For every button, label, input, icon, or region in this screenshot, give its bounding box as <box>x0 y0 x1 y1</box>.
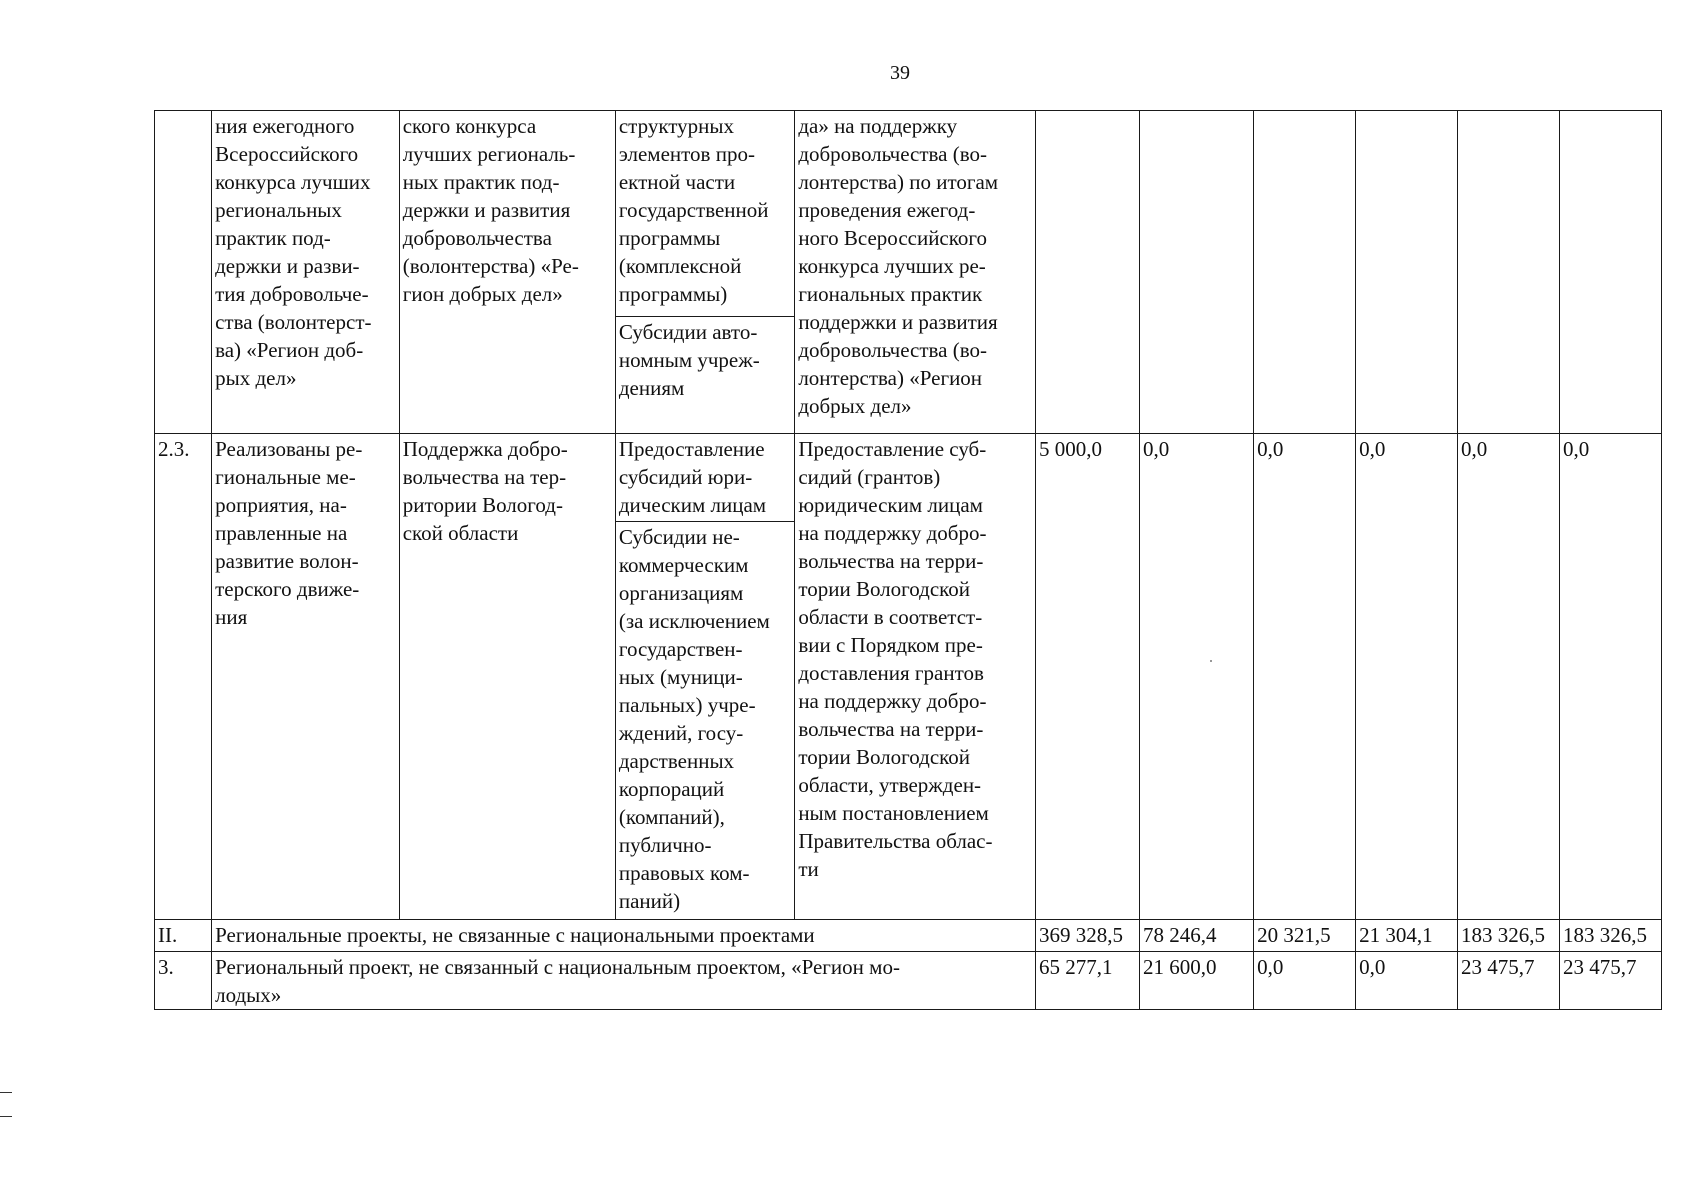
cell-value: 0,0 <box>1254 952 1356 1010</box>
cell-type-upper: Предоставление субсидий юри- дическим лицам <box>618 437 767 517</box>
cell-result-name: ния ежегодного Всероссийского конкурса лучших региональных практик под- держки и разви- тия добровольче- ства (волонтерст- ва) «Регион доб- рых дел» <box>212 111 400 434</box>
cell-description: да» на поддержку добровольчества (во- лонтерства) по итогам проведения ежегод- ного Всероссийского конкурса лучших ре- гиональных практик поддержки и развития добровольчества (во- лонтерства) «Регион добрых дел» <box>795 111 1036 434</box>
cell-type-split <box>615 111 794 434</box>
cell-type-lower: Субсидии авто- номным учреж- дениям <box>616 316 794 402</box>
cell-value: 0,0 <box>1139 434 1253 920</box>
cell-value: 23 475,7 <box>1559 952 1661 1010</box>
cell-number-empty <box>155 111 212 434</box>
table-row-2-3 <box>155 434 1662 920</box>
cell-value: 183 326,5 <box>1559 920 1661 952</box>
cell-description: Предоставление суб- сидий (грантов) юридическим лицам на поддержку добро- вольчества на терри- тории Вологодской области в соответст- вии с Порядком пре- доставления грантов на поддержку добро- вольчества на терри- тории Вологодской области, утвержден- ным постановлением Правительства облас- ти <box>795 434 1036 920</box>
cell-value <box>1458 111 1560 434</box>
cell-value: 369 328,5 <box>1035 920 1139 952</box>
cell-value: 78 246,4 <box>1139 920 1253 952</box>
cell-number: 3. <box>155 952 212 1010</box>
cell-value: 183 326,5 <box>1458 920 1560 952</box>
cell-value: 0,0 <box>1254 434 1356 920</box>
cell-value <box>1035 111 1139 434</box>
cell-type-split <box>615 434 794 920</box>
scan-margin-mark <box>0 1092 12 1093</box>
cell-section-title: Региональные проекты, не связанные с национальными проектами <box>212 920 1036 952</box>
cell-value: 0,0 <box>1356 434 1458 920</box>
cell-value: 23 475,7 <box>1458 952 1560 1010</box>
cell-value <box>1559 111 1661 434</box>
cell-value: 21 304,1 <box>1356 920 1458 952</box>
table-row-continuation <box>155 111 1662 434</box>
cell-value <box>1254 111 1356 434</box>
scan-speck <box>1210 660 1212 662</box>
cell-project-title: Региональный проект, не связанный с национальным проектом, «Регион мо- лодых» <box>212 952 1036 1010</box>
cell-value: 65 277,1 <box>1035 952 1139 1010</box>
cell-value: 0,0 <box>1559 434 1661 920</box>
cell-number: II. <box>155 920 212 952</box>
cell-value: 5 000,0 <box>1035 434 1139 920</box>
cell-value <box>1139 111 1253 434</box>
scan-margin-mark <box>0 1116 12 1117</box>
table-row-section-ii <box>155 920 1662 952</box>
cell-value: 21 600,0 <box>1139 952 1253 1010</box>
cell-value: 0,0 <box>1356 952 1458 1010</box>
cell-value <box>1356 111 1458 434</box>
cell-measure-name: Поддержка добро- вольчества на тер- ритории Вологод- ской области <box>399 434 615 920</box>
table-row-3 <box>155 952 1662 1010</box>
budget-table <box>154 110 1662 1010</box>
cell-value: 0,0 <box>1458 434 1560 920</box>
cell-number: 2.3. <box>155 434 212 920</box>
page-number: 39 <box>890 62 910 84</box>
cell-type-lower: Субсидии не- коммерческим организациям (за исключением государствен- ных (муници- пальных) учре- ждений, госу- дарственных корпораций (компаний), публично- правовых ком- паний) <box>616 521 794 915</box>
cell-value: 20 321,5 <box>1254 920 1356 952</box>
cell-measure-name: ского конкурса лучших региональ- ных практик под- держки и развития добровольчества (волонтерства) «Ре- гион добрых дел» <box>399 111 615 434</box>
cell-result-name: Реализованы ре- гиональные ме- роприятия, на- правленные на развитие волон- терского движе- ния <box>212 434 400 920</box>
cell-type-upper: структурных элементов про- ектной части государственной программы (комплексной программы) <box>618 114 769 306</box>
